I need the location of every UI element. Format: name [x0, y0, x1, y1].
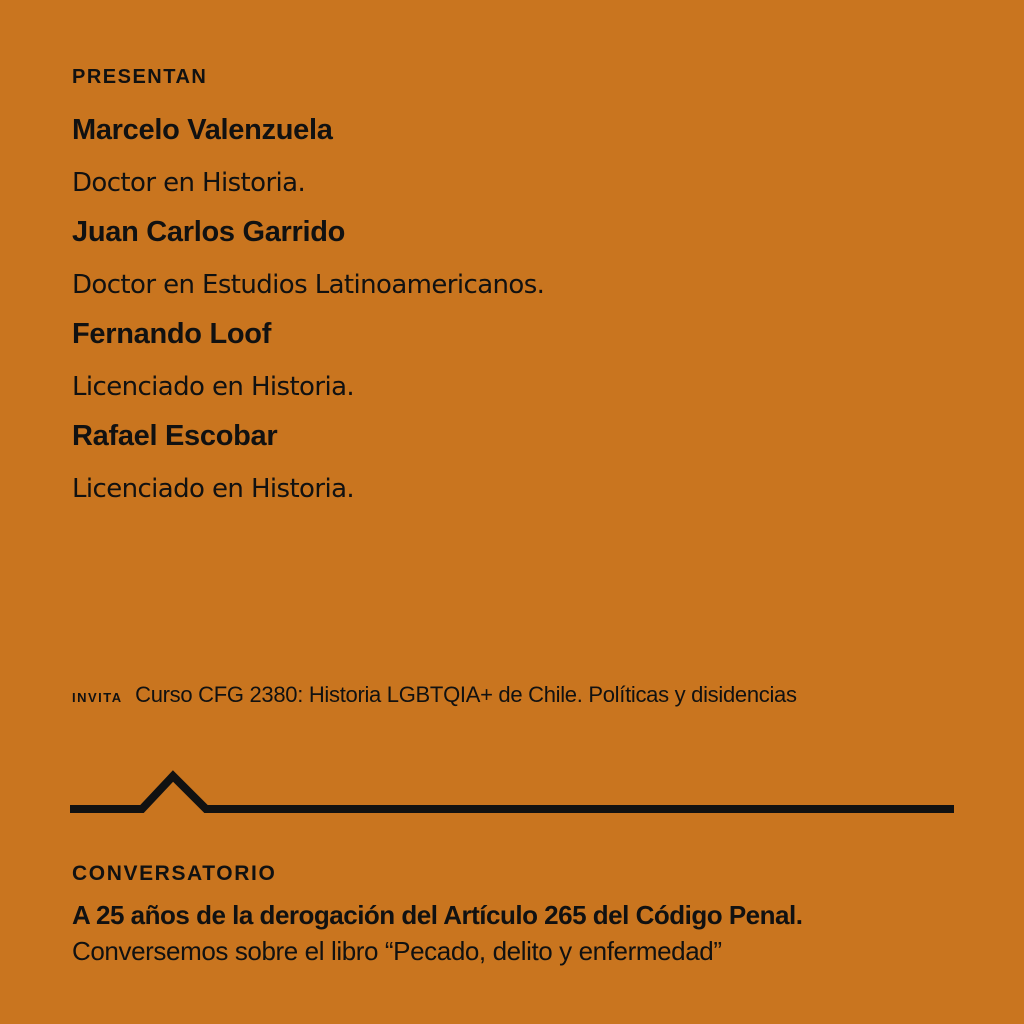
event-section [72, 862, 972, 968]
house-line-divider-icon [70, 768, 954, 818]
presenter-name: Rafael Escobar [72, 420, 278, 452]
presenter-name: Juan Carlos Garrido [72, 216, 346, 248]
presenters-label: PRESENTAN [72, 66, 208, 88]
presenters-section [72, 66, 972, 504]
presenter-role: Doctor en Estudios Latinoamericanos. [72, 270, 545, 300]
event-subtitle: Conversemos sobre el libro “Pecado, delito y enfermedad” [72, 936, 722, 966]
presenter-name: Marcelo Valenzuela [72, 114, 333, 146]
invite-text: Curso CFG 2380: Historia LGBTQIA+ de Chile. Políticas y disidencias [135, 682, 797, 707]
event-label: CONVERSATORIO [72, 862, 277, 885]
invite-line [72, 682, 797, 708]
presenter-name: Fernando Loof [72, 318, 272, 350]
event-title: A 25 años de la derogación del Artículo 265 del Código Penal. [72, 900, 803, 930]
presenter-role: Licenciado en Historia. [72, 474, 355, 504]
invite-label: INVITA [72, 690, 123, 705]
presenter-role: Doctor en Historia. [72, 168, 306, 198]
presenter-role: Licenciado en Historia. [72, 372, 355, 402]
